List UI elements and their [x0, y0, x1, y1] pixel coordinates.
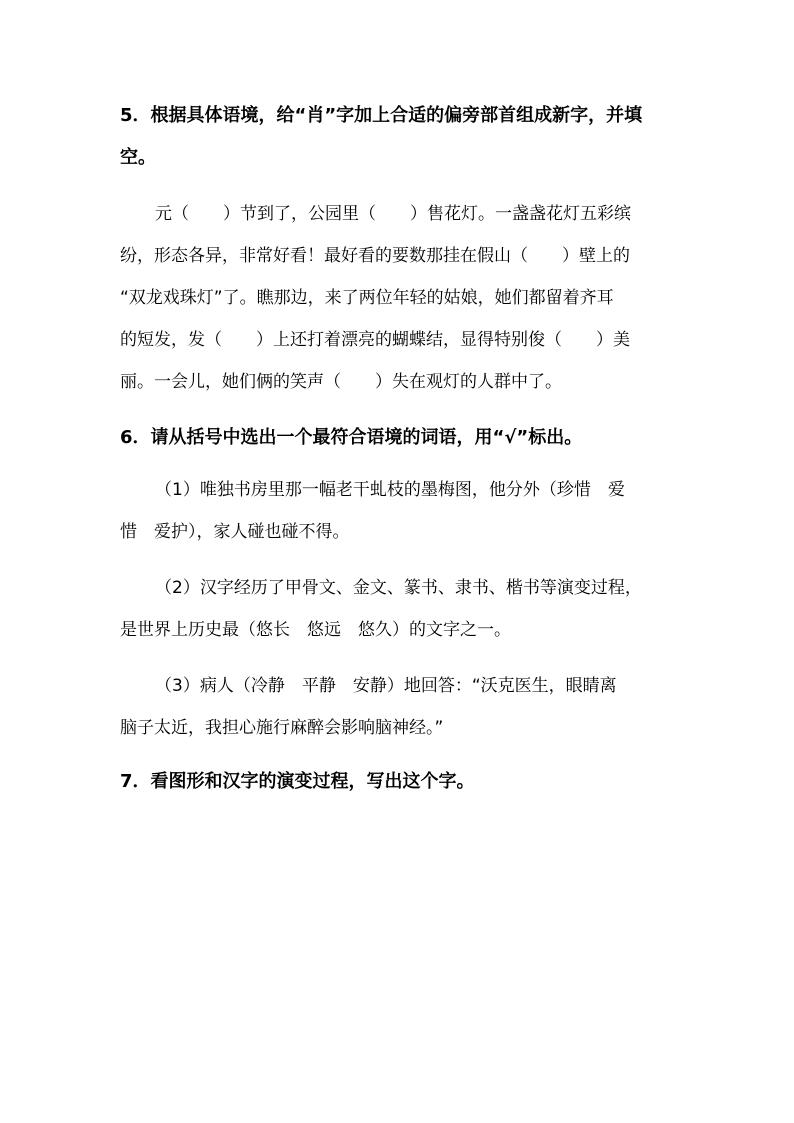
question-5-passage-line-3: “双龙戏珠灯”了。瞧那边，来了两位年轻的姑娘，她们都留着齐耳 — [120, 288, 614, 308]
question-6-item-2-line-2: 是世界上历史最（悠长 悠远 悠久）的文字之一。 — [120, 620, 511, 640]
question-6-item-3-line-2: 脑子太近，我担心施行麻醉会影响脑神经。” — [120, 718, 444, 738]
question-5-passage-line-4: 的短发，发（ ）上还打着漂亮的蝴蝶结，显得特别俊（ ）美 — [120, 330, 630, 350]
question-6-item-1-line-2: 惜 爱护），家人碰也碰不得。 — [120, 522, 350, 542]
question-5-passage-line-1: 元（ ）节到了，公园里（ ）售花灯。一盏盏花灯五彩缤 — [155, 204, 631, 224]
question-5-title-line-1: 5．根据具体语境，给“肖”字加上合适的偏旁部首组成新字，并填 — [120, 105, 643, 126]
question-6-item-3-line-1: （3）病人（冷静 平静 安静）地回答：“沃克医生，眼睛离 — [155, 676, 617, 696]
question-6-title: 6．请从括号中选出一个最符合语境的词语，用“√”标出。 — [120, 427, 583, 448]
question-5-passage-line-5: 丽。一会儿，她们俩的笑声（ ）失在观灯的人群中了。 — [120, 372, 562, 392]
question-5-title-line-2: 空。 — [120, 147, 156, 168]
question-5-passage-line-2: 纷，形态各异，非常好看！最好看的要数那挂在假山（ ）壁上的 — [120, 246, 630, 266]
question-6-item-1-line-1: （1）唯独书房里那一幅老干虬枝的墨梅图，他分外（珍惜 爱 — [155, 480, 625, 500]
question-7-title: 7．看图形和汉字的演变过程，写出这个字。 — [120, 771, 475, 792]
question-6-item-2-line-1: （2）汉字经历了甲骨文、金文、篆书、隶书、楷书等演变过程， — [155, 578, 642, 598]
